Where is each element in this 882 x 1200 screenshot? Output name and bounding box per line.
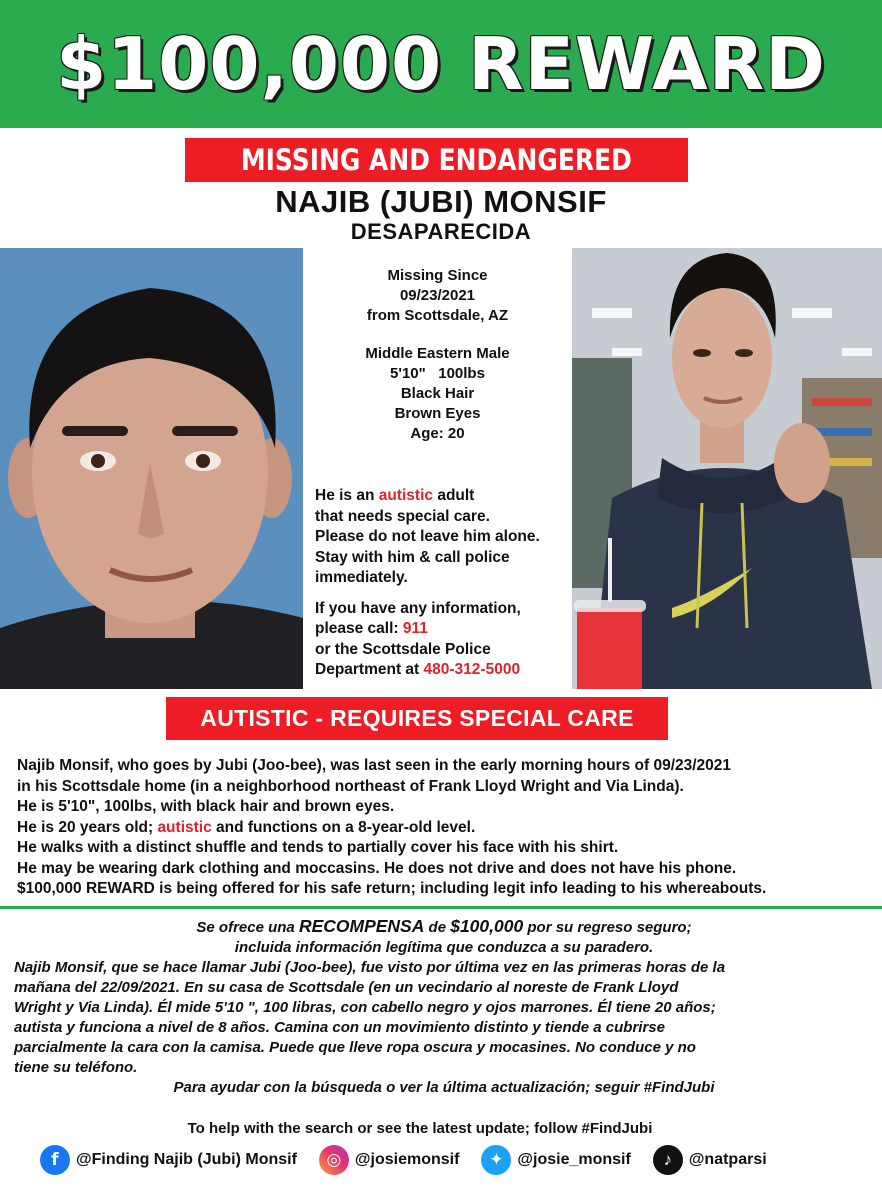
missing-endangered-label: MISSING AND ENDANGERED [240,143,633,177]
spanish-status: DESAPARECIDA [350,219,532,244]
es-reward-line [14,916,874,938]
es-amount: $100,000 [450,916,524,936]
spanish-description [14,916,874,1098]
care-line3: Please do not leave him alone. [315,528,540,545]
care-line2: that needs special care. [315,507,490,525]
es-desc-line: Najib Monsif, que se hace llamar Jubi (Joo-bee), fue visto por última vez en las primeras horas de la [14,959,726,976]
contact-paragraph [315,599,572,681]
missing-endangered-box [185,138,688,182]
tiktok-handle[interactable]: @natparsi [688,1151,767,1168]
missing-since-label: Missing Since [387,267,488,284]
emergency-phone[interactable]: 911 [402,620,428,637]
en-desc-l4-post: and functions on a 8-year-old level. [211,818,476,836]
contact-line2-pre: please call: [315,620,403,637]
description-hair: Black Hair [400,385,475,402]
social-links [40,1140,860,1180]
special-care-label: AUTISTIC - REQUIRES SPECIAL CARE [200,705,634,731]
instagram-handle[interactable]: @josiemonsif [354,1151,460,1168]
candid-photo-right [572,248,882,689]
social-instagram[interactable] [319,1145,460,1175]
contact-line3: or the Scottsdale Police [315,640,491,658]
twitter-handle[interactable]: @josie_monsif [517,1151,631,1168]
description-ethnicity: Middle Eastern Male [365,345,510,362]
es-l1-mid: de [424,919,451,936]
description-height-weight: 5'10" 100lbs [390,365,485,382]
contact-line1: If you have any information, [315,599,521,617]
care-paragraph [315,486,572,589]
physical-description-block [303,344,572,444]
en-desc-line: Najib Monsif, who goes by Jubi (Joo-bee), was last seen in the early morning hours of 09/23/2021 [17,757,732,774]
facebook-handle[interactable]: @Finding Najib (Jubi) Monsif [76,1151,297,1168]
en-desc-line-autistic [17,818,877,839]
es-l1-post: por su regreso seguro; [523,919,692,936]
es-desc-line: tiene su teléfono. [14,1059,138,1076]
missing-details [303,266,572,462]
reward-banner [0,0,882,128]
contact-line4-pre: Department at [315,661,424,678]
description-eyes: Brown Eyes [394,405,481,422]
police-phone[interactable]: 480-312-5000 [423,661,521,678]
english-description [17,756,877,900]
facebook-icon: f [40,1145,70,1175]
care-line1-post: adult [433,487,475,504]
missing-since-block [303,266,572,326]
en-desc-line: He is 5'10", 100lbs, with black hair and brown eyes. [17,798,395,815]
description-age: Age: 20 [410,425,465,442]
es-desc-line: autista y funciona a nivel de 8 años. Camina con un movimiento distinto y tiende a cubrirse [14,1019,665,1036]
person-name: NAJIB (JUBI) MONSIF [275,184,607,219]
special-care-banner [166,697,668,740]
es-desc-line: mañana del 22/09/2021. En su casa de Scottsdale (en un vecindario al noreste de Frank Lloyd [14,979,679,996]
social-facebook[interactable] [40,1145,297,1175]
es-recompensa: RECOMPENSA [298,916,425,936]
instagram-icon: ◎ [319,1145,349,1175]
en-desc-line: He walks with a distinct shuffle and tends to partially cover his face with his shirt. [17,839,619,856]
es-desc-line: parcialmente la cara con la camisa. Puede que lleve ropa oscura y mocasines. No conduce y no [14,1039,696,1056]
en-desc-l4-pre: He is 20 years old; [17,818,158,836]
es-follow-line: Para ayudar con la búsqueda o ver la última actualización; seguir #FindJubi [173,1079,715,1096]
en-desc-line: $100,000 REWARD is being offered for his safe return; including legit info leading to his whereabouts. [17,880,767,897]
es-desc-line: Wright y Via Linda). Él mide 5'10 ", 100 libras, con cabello negro y ojos marrones. Él tiene 20 años; [14,999,716,1016]
section-divider [0,906,882,909]
twitter-icon: ✦ [481,1145,511,1175]
care-autistic-word: autistic [378,487,434,504]
care-line1-pre: He is an [315,487,379,504]
follow-text: To help with the search or see the latest update; follow #FindJubi [187,1120,653,1137]
missing-since-location: from Scottsdale, AZ [366,307,509,324]
en-desc-line: in his Scottsdale home (in a neighborhood northeast of Frank Lloyd Wright and Via Linda). [17,777,684,795]
es-desc-line: incluida información legítima que conduzca a su paradero. [234,939,654,956]
reward-title: $100,000 REWARD [56,22,826,106]
portrait-photo-left [0,248,303,689]
en-desc-autistic-word: autistic [157,818,212,836]
missing-since-date: 09/23/2021 [399,287,476,304]
care-line5: immediately. [315,569,408,586]
care-line4: Stay with him & call police [315,548,510,566]
social-tiktok[interactable] [653,1145,767,1175]
en-desc-line: He may be wearing dark clothing and moccasins. He does not drive and does not have his phone. [17,859,737,877]
tiktok-icon: ♪ [653,1145,683,1175]
es-l1-pre: Se ofrece una [196,919,299,936]
social-twitter[interactable] [481,1145,630,1175]
care-instructions [315,486,572,691]
